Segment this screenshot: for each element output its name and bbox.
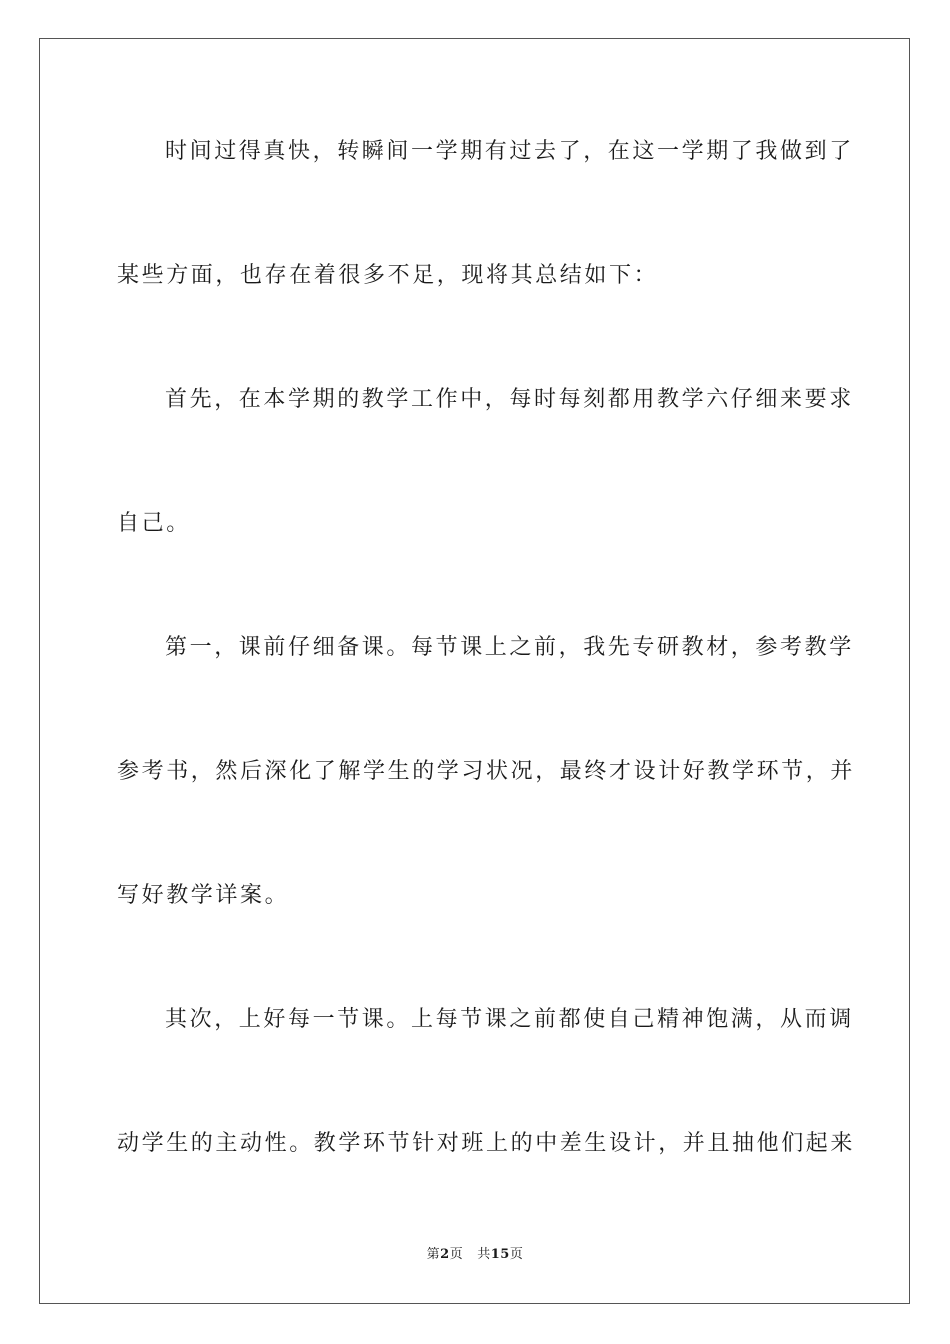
footer-total-pages: 15 [490,1247,510,1262]
footer-total-suffix: 页 [509,1247,524,1262]
body-text-line: 时间过得真快，转瞬间一学期有过去了，在这一学期了我做到了 [165,139,854,164]
body-text-line: 参考书，然后深化了解学生的学习状况，最终才设计好教学环节，并 [117,759,856,784]
body-text-line: 写好教学详案。 [117,883,290,908]
body-text-line: 首先，在本学期的教学工作中，每时每刻都用教学六仔细来要求 [165,387,854,412]
page-footer [0,1246,950,1264]
body-text-line: 其次，上好每一节课。上每节课之前都使自己精神饱满，从而调 [165,1007,854,1032]
body-text-line: 动学生的主动性。教学环节针对班上的中差生设计，并且抽他们起来 [117,1131,856,1156]
footer-page-prefix: 第 [426,1247,441,1262]
body-text-line: 第一，课前仔细备课。每节课上之前，我先专研教材，参考教学 [165,635,854,660]
footer-page-suffix: 页 [449,1247,464,1262]
footer-total-prefix: 共 [477,1247,491,1262]
page-frame [39,38,910,1304]
body-text-line: 自己。 [117,511,191,536]
footer-page-number: 2 [440,1247,450,1262]
body-text-line: 某些方面，也存在着很多不足，现将其总结如下： [117,263,659,288]
